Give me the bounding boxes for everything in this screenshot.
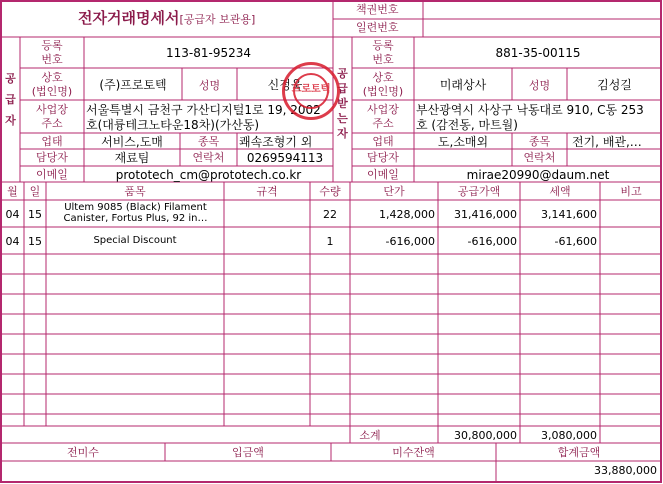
buyer-name: 미래상사 — [439, 78, 487, 92]
supplier-biz-item: 쾌속조형기 외 — [239, 135, 313, 149]
supplier-biz-type: 서비스,도매 — [101, 135, 163, 149]
row2-supply: -616,000 — [467, 235, 517, 248]
label-line: 상호 — [372, 71, 394, 84]
buyer-side-char: 받 — [337, 97, 348, 110]
row1-month: 04 — [5, 208, 20, 221]
unpaid-label: 전미수 — [67, 446, 99, 459]
supplier-contact-label: 담당자 — [36, 151, 68, 164]
buyer-reg-no: 881-35-00115 — [495, 46, 581, 60]
row2-unit-price: -616,000 — [385, 235, 435, 248]
supplier-addr-label — [20, 103, 84, 131]
supplier-side-char: 급 — [5, 93, 16, 106]
subtotal-supply: 30,800,000 — [454, 429, 517, 442]
supplier-phone: 0269594113 — [246, 151, 324, 165]
company-seal — [282, 62, 340, 120]
subtotal-label: 소계 — [359, 429, 381, 442]
label-line: (법인명) — [31, 85, 73, 98]
label-line: 번호 — [372, 53, 394, 66]
buyer-biz-item-label: 종목 — [528, 135, 551, 148]
buyer-biz-item: 전기, 배관,… — [572, 135, 642, 149]
supplier-name-label — [20, 71, 84, 99]
document-title — [78, 11, 255, 26]
supplier-reg-no: 113-81-95234 — [165, 46, 251, 60]
book-no-label: 책권번호 — [356, 3, 399, 16]
row1-unit-price: 1,428,000 — [379, 208, 435, 221]
buyer-rep: 김성길 — [597, 78, 632, 92]
buyer-email: mirae20990@daum.net — [466, 168, 610, 182]
supplier-rep: 신정욱 — [267, 78, 303, 92]
title-text: 전자거래명세서 — [78, 9, 180, 27]
col-header-supply: 공급가액 — [457, 185, 501, 198]
col-header-qty: 수량 — [319, 185, 341, 198]
row2-day: 15 — [28, 235, 42, 248]
addr-line: 호 (감전동, 마트월) — [416, 118, 518, 132]
col-header-note: 비고 — [620, 185, 642, 198]
col-header-spec: 규격 — [256, 185, 278, 198]
subtotal-tax: 3,080,000 — [541, 429, 597, 442]
supplier-rep-label: 성명 — [198, 79, 221, 92]
supplier-contact: 재료팀 — [114, 151, 150, 165]
buyer-contact-label: 담당자 — [367, 151, 399, 164]
buyer-rep-label: 성명 — [528, 79, 551, 92]
buyer-phone-label: 연락처 — [523, 151, 556, 164]
subtitle-text: [공급자 보관용] — [179, 13, 256, 26]
balance-label: 미수잔액 — [392, 446, 435, 459]
buyer-email-label: 이메일 — [367, 168, 399, 181]
addr-line: 부산광역시 사상구 낙동대로 910, C동 253 — [416, 103, 644, 117]
supplier-reg-label — [20, 39, 84, 67]
supplier-biz-type-label: 업태 — [41, 135, 63, 148]
label-line: 등록 — [372, 39, 394, 52]
label-line: (법인명) — [362, 85, 404, 98]
addr-line: 서울특별시 금천구 가산디지털1로 19, 2002 — [86, 103, 321, 117]
buyer-side-char: 공 — [337, 67, 348, 80]
item-line: Canister, Fortus Plus, 92 in… — [63, 213, 208, 224]
buyer-name-label — [352, 71, 414, 99]
supplier-email-label: 이메일 — [36, 168, 68, 181]
buyer-addr — [416, 103, 661, 133]
buyer-biz-type-label: 업태 — [372, 135, 394, 148]
buyer-reg-label — [352, 39, 414, 67]
label-line: 번호 — [41, 53, 63, 66]
buyer-side-char: 자 — [337, 127, 348, 140]
buyer-side-char: 급 — [337, 82, 348, 95]
row2-qty: 1 — [326, 235, 334, 248]
row1-supply: 31,416,000 — [454, 208, 517, 221]
col-header-tax: 세액 — [549, 185, 571, 198]
supplier-side-char: 공 — [5, 72, 16, 85]
total-amount: 33,880,000 — [594, 464, 657, 477]
received-label: 입금액 — [232, 446, 264, 459]
row2-item: Special Discount — [93, 235, 177, 246]
addr-line: 호(대륭테크노타운18차)(가산동) — [86, 118, 260, 132]
supplier-side-label — [1, 68, 20, 131]
item-line: Ultem 9085 (Black) Filament — [64, 202, 207, 213]
col-header-month: 월 — [7, 185, 18, 198]
supplier-side-char: 자 — [5, 114, 16, 127]
row2-tax: -61,600 — [554, 235, 597, 248]
row1-item — [48, 202, 223, 224]
label-line: 사업장 — [36, 103, 68, 116]
buyer-biz-type: 도,소매외 — [437, 135, 489, 149]
supplier-name: (주)프로토텍 — [99, 78, 167, 92]
serial-no-label: 일련번호 — [356, 21, 399, 34]
label-line: 주소 — [41, 117, 63, 130]
row1-qty: 22 — [323, 208, 337, 221]
total-label: 합계금액 — [557, 446, 601, 459]
label-line: 주소 — [372, 117, 394, 130]
label-line: 사업장 — [367, 103, 399, 116]
row1-tax: 3,141,600 — [541, 208, 597, 221]
label-line: 상호 — [41, 71, 63, 84]
col-header-item: 품목 — [124, 185, 146, 198]
buyer-side-char: 는 — [337, 112, 348, 125]
label-line: 등록 — [41, 39, 63, 52]
row2-month: 04 — [5, 235, 20, 248]
col-header-day: 일 — [29, 185, 41, 198]
supplier-biz-item-label: 종목 — [197, 135, 220, 148]
supplier-email: prototech_cm@prototech.co.kr — [115, 168, 302, 182]
row1-day: 15 — [28, 208, 42, 221]
company-seal-text: 프로토텍 — [291, 84, 331, 95]
buyer-addr-label — [352, 103, 414, 131]
col-header-unit-price: 단가 — [383, 185, 405, 198]
supplier-phone-label: 연락처 — [192, 151, 225, 164]
